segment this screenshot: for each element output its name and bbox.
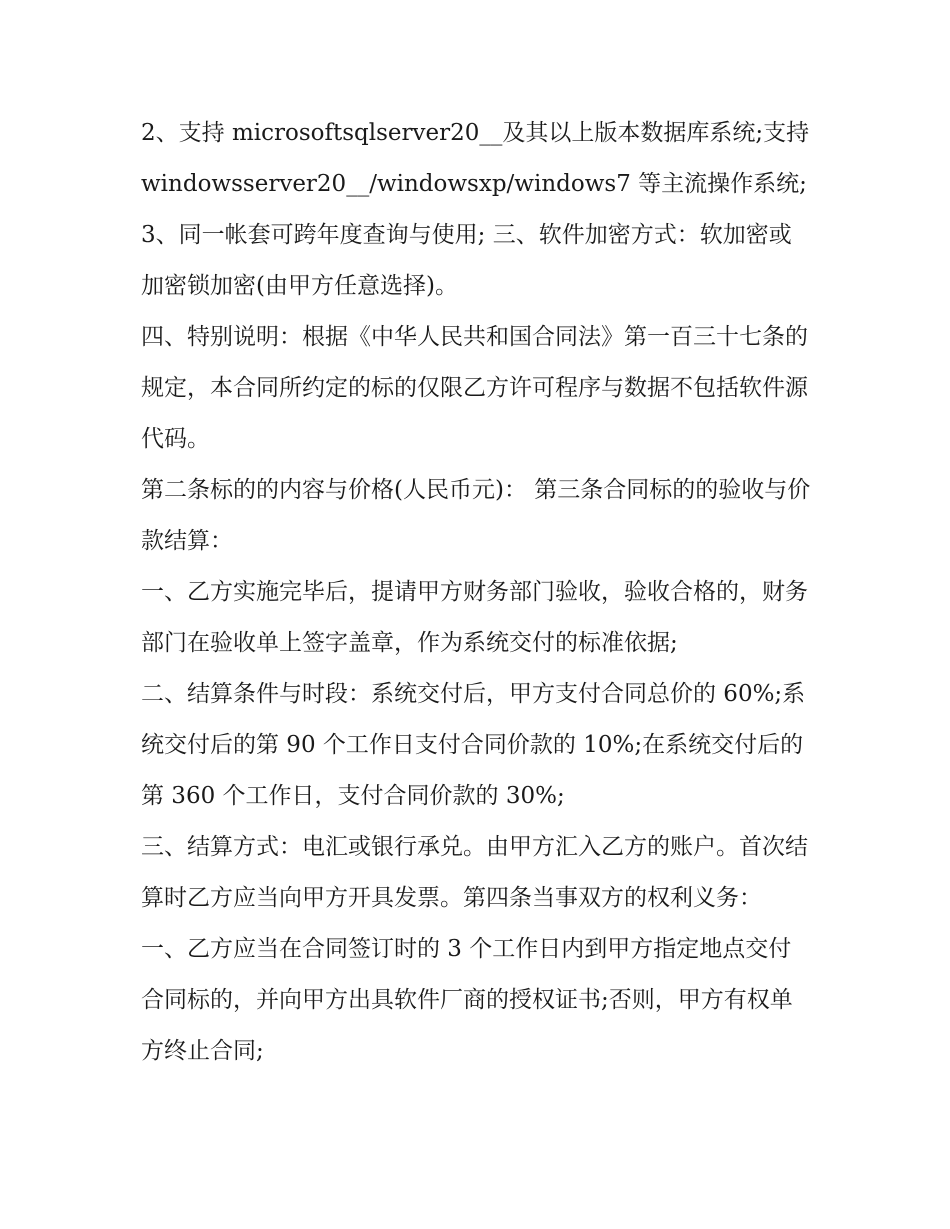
document-body [141, 108, 813, 1077]
paragraph-database-support: 2、支持 microsoftsqlserver20__及其以上版本数据库系统;支持 windowsserver20__/windowsxp/windows7 等主流操作系统; [141, 120, 810, 197]
paragraph-settlement-method: 三、结算方式：电汇或银行承兑。由甲方汇入乙方的账户。首次结算时乙方应当向甲方开具发票。第四条当事双方的权利义务： [141, 834, 808, 911]
paragraph-settlement-terms: 二、结算条件与时段：系统交付后，甲方支付合同总价的 60%;系统交付后的第 90 个工作日支付合同价款的 10%;在系统交付后的第 360 个工作日，支付合同价款的 30%; [141, 681, 806, 809]
paragraph-article-two-three: 第二条标的的内容与价格(人民币元)： 第三条合同标的的验收与价款结算： [141, 477, 811, 554]
paragraph-acceptance: 一、乙方实施完毕后，提请甲方财务部门验收，验收合格的，财务部门在验收单上签字盖章，作为系统交付的标准依据; [141, 579, 808, 656]
paragraph-special-note: 四、特别说明：根据《中华人民共和国合同法》第一百三十七条的规定，本合同所约定的标的仅限乙方许可程序与数据不包括软件源代码。 [141, 324, 808, 452]
paragraph-cross-year-encryption: 3、同一帐套可跨年度查询与使用; 三、软件加密方式：软加密或加密锁加密(由甲方任意选择)。 [141, 222, 792, 299]
paragraph-delivery-obligation: 一、乙方应当在合同签订时的 3 个工作日内到甲方指定地点交付合同标的，并向甲方出具软件厂商的授权证书;否则，甲方有权单方终止合同; [141, 936, 793, 1064]
